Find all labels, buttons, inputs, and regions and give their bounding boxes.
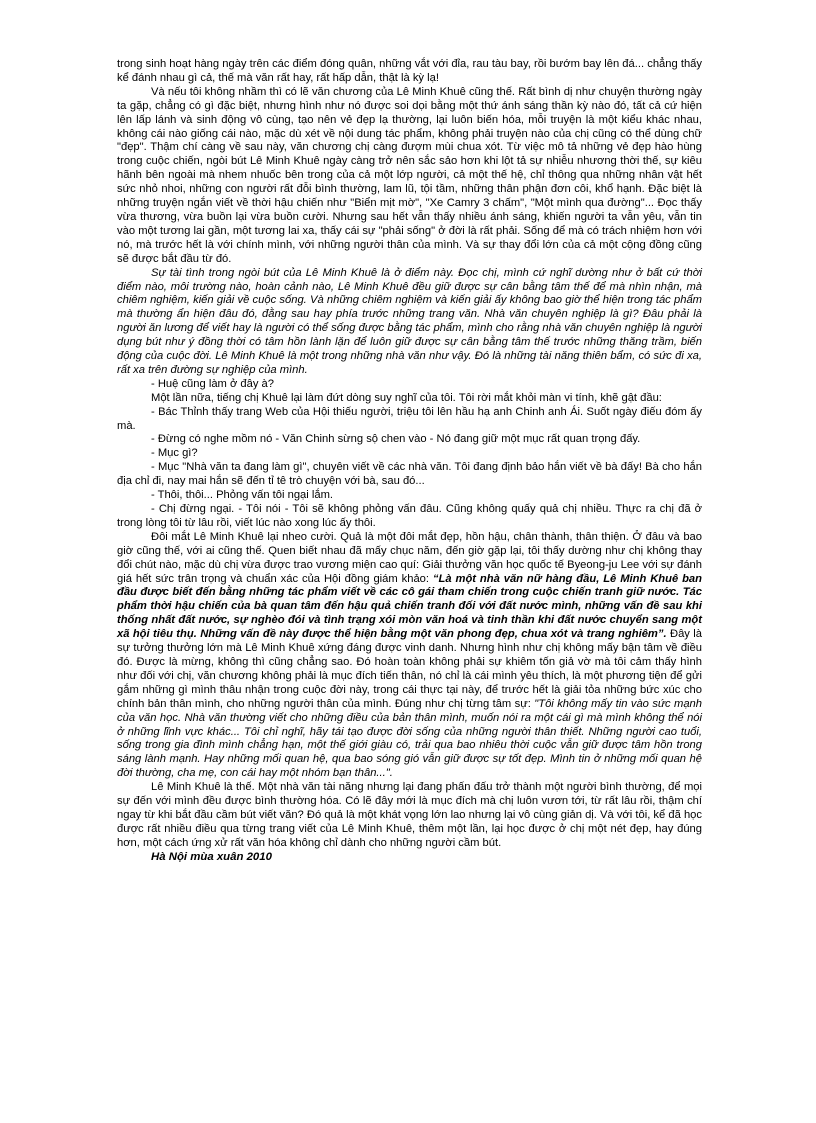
dialogue-line-3: - Đừng có nghe mồm nó - Văn Chinh sừng sộ chen vào - Nó đang giữ một mục rất quan trọng đấy. xyxy=(151,433,641,446)
jury-quote: “Là một nhà văn nữ hàng đầu, Lê Minh Khuê ban đầu được biết đến bằng những tác phẩm viết về các cô gái tham chiến trong cuộc chiến tranh giữ nước. Tác phẩm thời hậu chiến của bà quan tâm đến hậu quả chiến tranh đối với đất nước mình, những vấn đề sau khi thống nhất đất nước, sự nghèo đói và tình trạng xói mòn văn hoá và tinh thần khi đất nước chuyển sang một xã hội tiêu thụ. Những vấn đề này được thể hiện bằng một văn phong đẹp, chua xót và trang nghiêm”. xyxy=(117,572,702,641)
award-text-body: Đây là sự tưởng thưởng lớn mà Lê Minh Khuê xứng đáng được vinh danh. Nhưng hình như chị không mấy bận tâm về điều đó. Được là mừng, không thì cũng chẳng sao. Đó hoàn toàn không phải sự khiêm tốn giả vờ mà tôi cảm thấy hình như đối với chị, văn chương không phải là mục đích tiến thân, nó chỉ là cái mình yêu thích, là một phương tiện để gửi gắm những gì mình thâu nhận trong cuộc đời này, trong cái thực tại này, để trước hết là giải tỏa những bức xúc cho chính bản thân mình, cho những người thân của mình. Đúng như chị từng tâm sự: xyxy=(117,628,702,710)
paragraph-1: trong sinh hoạt hàng ngày trên các điểm đóng quân, những vắt với đỉa, rau tàu bay, rồi bướm bay lên đá... chẳng thấy kể đánh nhau gì cả, thế mà văn rất hay, rất hấp dẫn, thật là kỳ lạ! xyxy=(117,58,702,84)
dialogue-line-5: - Mục "Nhà văn ta đang làm gì", chuyên viết về các nhà văn. Tôi đang định bảo hắn viết về bà đấy! Bà cho hắn địa chỉ đi, nay mai hắn sẽ đến tỉ tê trò chuyện với bà, sau đó... xyxy=(117,461,702,488)
dialogue-line-7: - Chị đừng ngại. - Tôi nói - Tôi sẽ không phỏng vấn đâu. Cũng không quấy quả chị nhiều. Thực ra chị đã ở trong lòng tôi từ lâu rồi, viết lúc nào xong lúc ấy thôi. xyxy=(117,503,702,529)
award-text-intro: Đôi mắt Lê Minh Khuê lại nheo cười. Quả là một đôi mắt đẹp, hồn hậu, chân thành, thân thiện. Ở đâu và bao giờ cũng thế, với ai cũng thế. Quen biết nhau đã mấy chục năm, đến giờ gặp lại, tôi thấy dường như chị không thay đổi chút nào, mặc dù chị vừa được trao vương miện cao quí: Giải thưởng văn học quốc tế Byeong-ju Lee với sự đánh giá hết sức trân trọng và chuẩn xác của Hội đồng giám khảo: xyxy=(117,530,702,585)
signature-place-date: Hà Nội mùa xuân 2010 xyxy=(151,850,272,863)
paragraph-2: Và nếu tôi không nhầm thì có lẽ văn chương của Lê Minh Khuê cũng thế. Rất bình dị như chuyện thường ngày ta gặp, chẳng có gì đặc biệt, nhưng hình như nó được soi dọi bằng một thứ ánh sáng thần kỳ nào đó, tất cả cứ hiện lên lấp lánh và sinh động vô cùng, tạo nên vẻ đẹp lạ thường, lại luôn biến hóa, mỗi truyện là một kiểu khác nhau, không cái nào giống cái nào, mặc dù xét về nội dung tác phẩm, không phải truyện nào của chị cũng có thể dùng chữ "đẹp". Thậm chí càng về sau này, văn chương chị càng đượm mùi chua xót. Từ việc mô tả những vẻ đẹp hào hùng trong cuộc chiến, ngòi bút Lê Minh Khuê ngày càng trở nên sắc sảo hơn khi lột tả sự nhiễu nhương thời thế, sự kiêu hãnh bên ngoài mà nhem nhuốc bên trong của cả một lớp người, cả một thế hệ, chỉ thông qua những nhân vật hết sức nhỏ nhoi, những con người rất đỗi bình thường, lam lũ, tội tầm, những thân phận đơn côi, khổ hạnh. Đặc biệt là những truyện ngắn viết về thời hậu chiến như "Biển mịt mờ", "Xe Camry 3 chấm", "Một mình qua đường"... Đọc thấy vừa thương, vừa buồn lại vừa buồn cười. Nhưng sau hết vẫn thấy nhiều ánh sáng, khiến người ta vẫn yêu, vẫn tin vào một tương lai gần, một tương lai xa, thấy cái sự "phải sống" ở đời là rất phải. Sống để mà có trách nhiệm hơn với nó, mà trước hết là với chính mình, với những người thân của mình. Và sự thay đổi lớn của cả một cộng đồng cũng sẽ được bắt đầu từ đó. xyxy=(117,85,702,265)
paragraph-award xyxy=(117,531,702,781)
author-quote: "Tôi không mấy tin vào sức mạnh của văn học. Nhà văn thường viết cho những điều của bản thân mình, muốn nói ra một cái gì mà mình không thể nói ở những lĩnh vực khác... Tôi chỉ nghĩ, hãy tái tạo được đời sống của những người thân thiết. Những người cao tuổi, sống trong gia đình mình chẳng hạn, một thế giới giàu có, trải qua bao nhiêu thời cuộc vẫn giữ được tâm hồn trong sáng lành mạnh. Hay những mối quan hệ, qua bao sóng gió vẫn giữ được sự tốt đẹp. Mình tin ở những mối quan hệ đời thường, cha mẹ, con cái hay một nhóm bạn thân...". xyxy=(117,697,703,780)
document-page xyxy=(117,58,702,865)
paragraph-5: Một lần nữa, tiếng chị Khuê lại làm đứt dòng suy nghĩ của tôi. Tôi rời mắt khỏi màn vi tính, khẽ gật đầu: xyxy=(151,391,662,404)
dialogue-line-6: - Thôi, thôi... Phỏng vấn tôi ngại lắm. xyxy=(151,489,334,502)
dialogue-line-1: - Huệ cũng làm ở đây à? xyxy=(151,377,275,390)
dialogue-line-4: - Mục gì? xyxy=(151,447,198,460)
paragraph-3-italic: Sự tài tình trong ngòi bút của Lê Minh Khuê là ở điểm này. Đọc chị, mình cứ nghĩ dường như ở bất cứ thời điểm nào, môi trường nào, hoàn cảnh nào, Lê Minh Khuê đều giữ được sự cân bằng tâm thế để mà nhìn nhận, mà chiêm nghiệm, kiến giải về cuộc sống. Và những chiêm nghiệm và kiến giải ấy không bao giờ thể hiện trong tác phẩm mà thường ẩn hiện đâu đó, đằng sau hay phía trước những trang văn. Nhà văn chuyên nghiệp là gì? Đâu phải là người ăn lương để viết hay là người có thể sống được bằng tác phẩm, mình cho rằng nhà văn chuyên nghiệp là người dụng bút như ý đồng thời có tâm hồn lành lặn để luôn giữ được sự cân bằng tâm thế trước những thăng trầm, biến động của cuộc đời. Lê Minh Khuê là một trong những nhà văn như vậy. Đó là những tài năng thiên bẩm, có sức đi xa, rất xa trên đường sự nghiệp của mình. xyxy=(117,266,702,376)
paragraph-closing: Lê Minh Khuê là thế. Một nhà văn tài năng nhưng lại đang phấn đấu trở thành một người bình thường, để mọi sự đến với mình đều được bình thường hóa. Có lẽ đây mới là mục đích mà chị luôn vươn tới, từ rất lâu rồi, thậm chí ngay từ khi bắt đầu cầm bút viết văn? Đó quả là một khát vọng lớn lao nhưng lại vô cùng giản dị. Và với tôi, kể đã học được rất nhiều điều qua từng trang viết của Lê Minh Khuê, thêm một lần, lại học được ở chị một nét đẹp, hay đúng hơn, một cách ứng xử rất văn hóa không chỉ dành cho những người cầm bút. xyxy=(117,781,702,849)
dialogue-line-2: - Bác Thỉnh thấy trang Web của Hội thiếu người, triệu tôi lên hầu hạ anh Chinh anh Ái. Suốt ngày điếu đóm ấy mà. xyxy=(117,405,702,432)
